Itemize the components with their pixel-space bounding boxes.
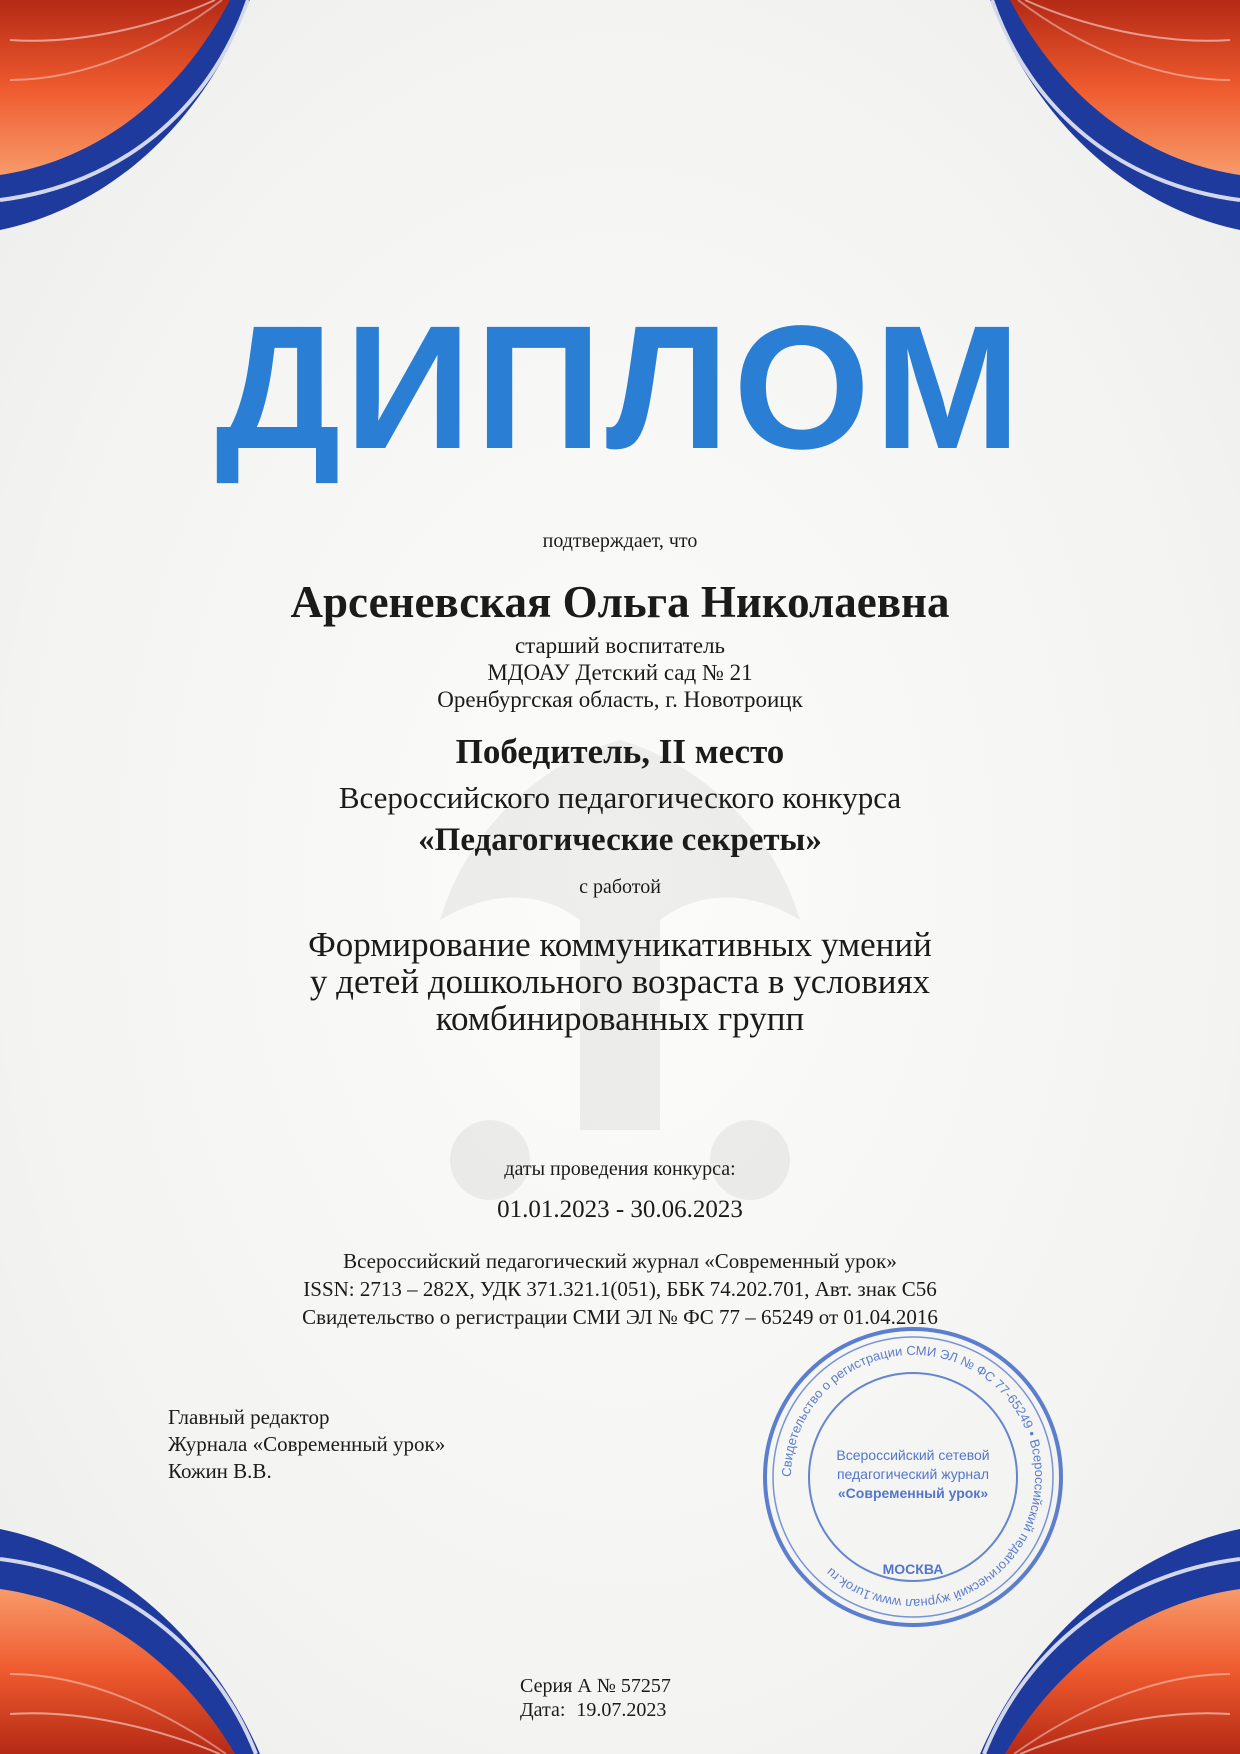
work-title-line-2: у детей дошкольного возраста в условиях: [309, 962, 931, 1001]
editor-block: [168, 1404, 445, 1485]
confirms-text: подтверждает, что: [542, 530, 698, 552]
recipient-name: Арсеневская Ольга Николаевна: [290, 577, 950, 627]
editor-line-2: Журнала «Современный урок»: [168, 1432, 446, 1456]
recipient-position: старший воспитатель: [514, 633, 726, 658]
issue-date-value: 19.07.2023: [576, 1699, 667, 1721]
journal-line-1: Всероссийский педагогический журнал «Современный урок»: [343, 1249, 897, 1273]
recipient-location: Оренбургская область, г. Новотроицк: [437, 687, 803, 712]
stamp-ring-text: Свидетельство о регистрации СМИ ЭЛ № ФС 77-65249 • Всероссийский педагогический журнал www.1urok.ru: [778, 1342, 1048, 1612]
work-title-line-3: комбинированных групп: [435, 999, 805, 1038]
stamp-center-line-2: педагогический журнал: [836, 1466, 990, 1482]
journal-line-3: Свидетельство о регистрации СМИ ЭЛ № ФС 77 – 65249 от 01.04.2016: [302, 1305, 938, 1329]
work-title-line-1: Формирование коммуникативных умений: [308, 925, 932, 964]
series-block: [520, 1674, 671, 1722]
stamp-center-line-3: «Современный урок»: [837, 1485, 989, 1501]
series-number: Серия А № 57257: [520, 1675, 671, 1697]
with-work-text: с работой: [579, 876, 661, 898]
recipient-organization: МДОАУ Детский сад № 21: [487, 660, 753, 685]
issue-date-label: Дата:: [520, 1699, 566, 1721]
journal-line-2: ISSN: 2713 – 282X, УДК 371.321.1(051), ББК 74.202.701, Авт. знак С56: [303, 1277, 937, 1301]
diploma-title: ДИПЛОМ: [215, 290, 1025, 486]
editor-line-1: Главный редактор: [168, 1405, 330, 1429]
issue-date-row: [520, 1698, 671, 1722]
stamp-bottom-text: МОСКВА: [882, 1561, 944, 1577]
contest-line: Всероссийского педагогического конкурса: [338, 780, 902, 815]
top-wave-decoration: [0, 0, 1240, 250]
award-text: Победитель, II место: [455, 732, 785, 771]
editor-line-3: Кожин В.В.: [168, 1459, 272, 1483]
stamp-center-line-1: Всероссийский сетевой: [836, 1447, 990, 1463]
dates-value: 01.01.2023 - 30.06.2023: [497, 1196, 743, 1223]
contest-name: «Педагогические секреты»: [418, 822, 822, 858]
dates-label: даты проведения конкурса:: [504, 1158, 736, 1180]
